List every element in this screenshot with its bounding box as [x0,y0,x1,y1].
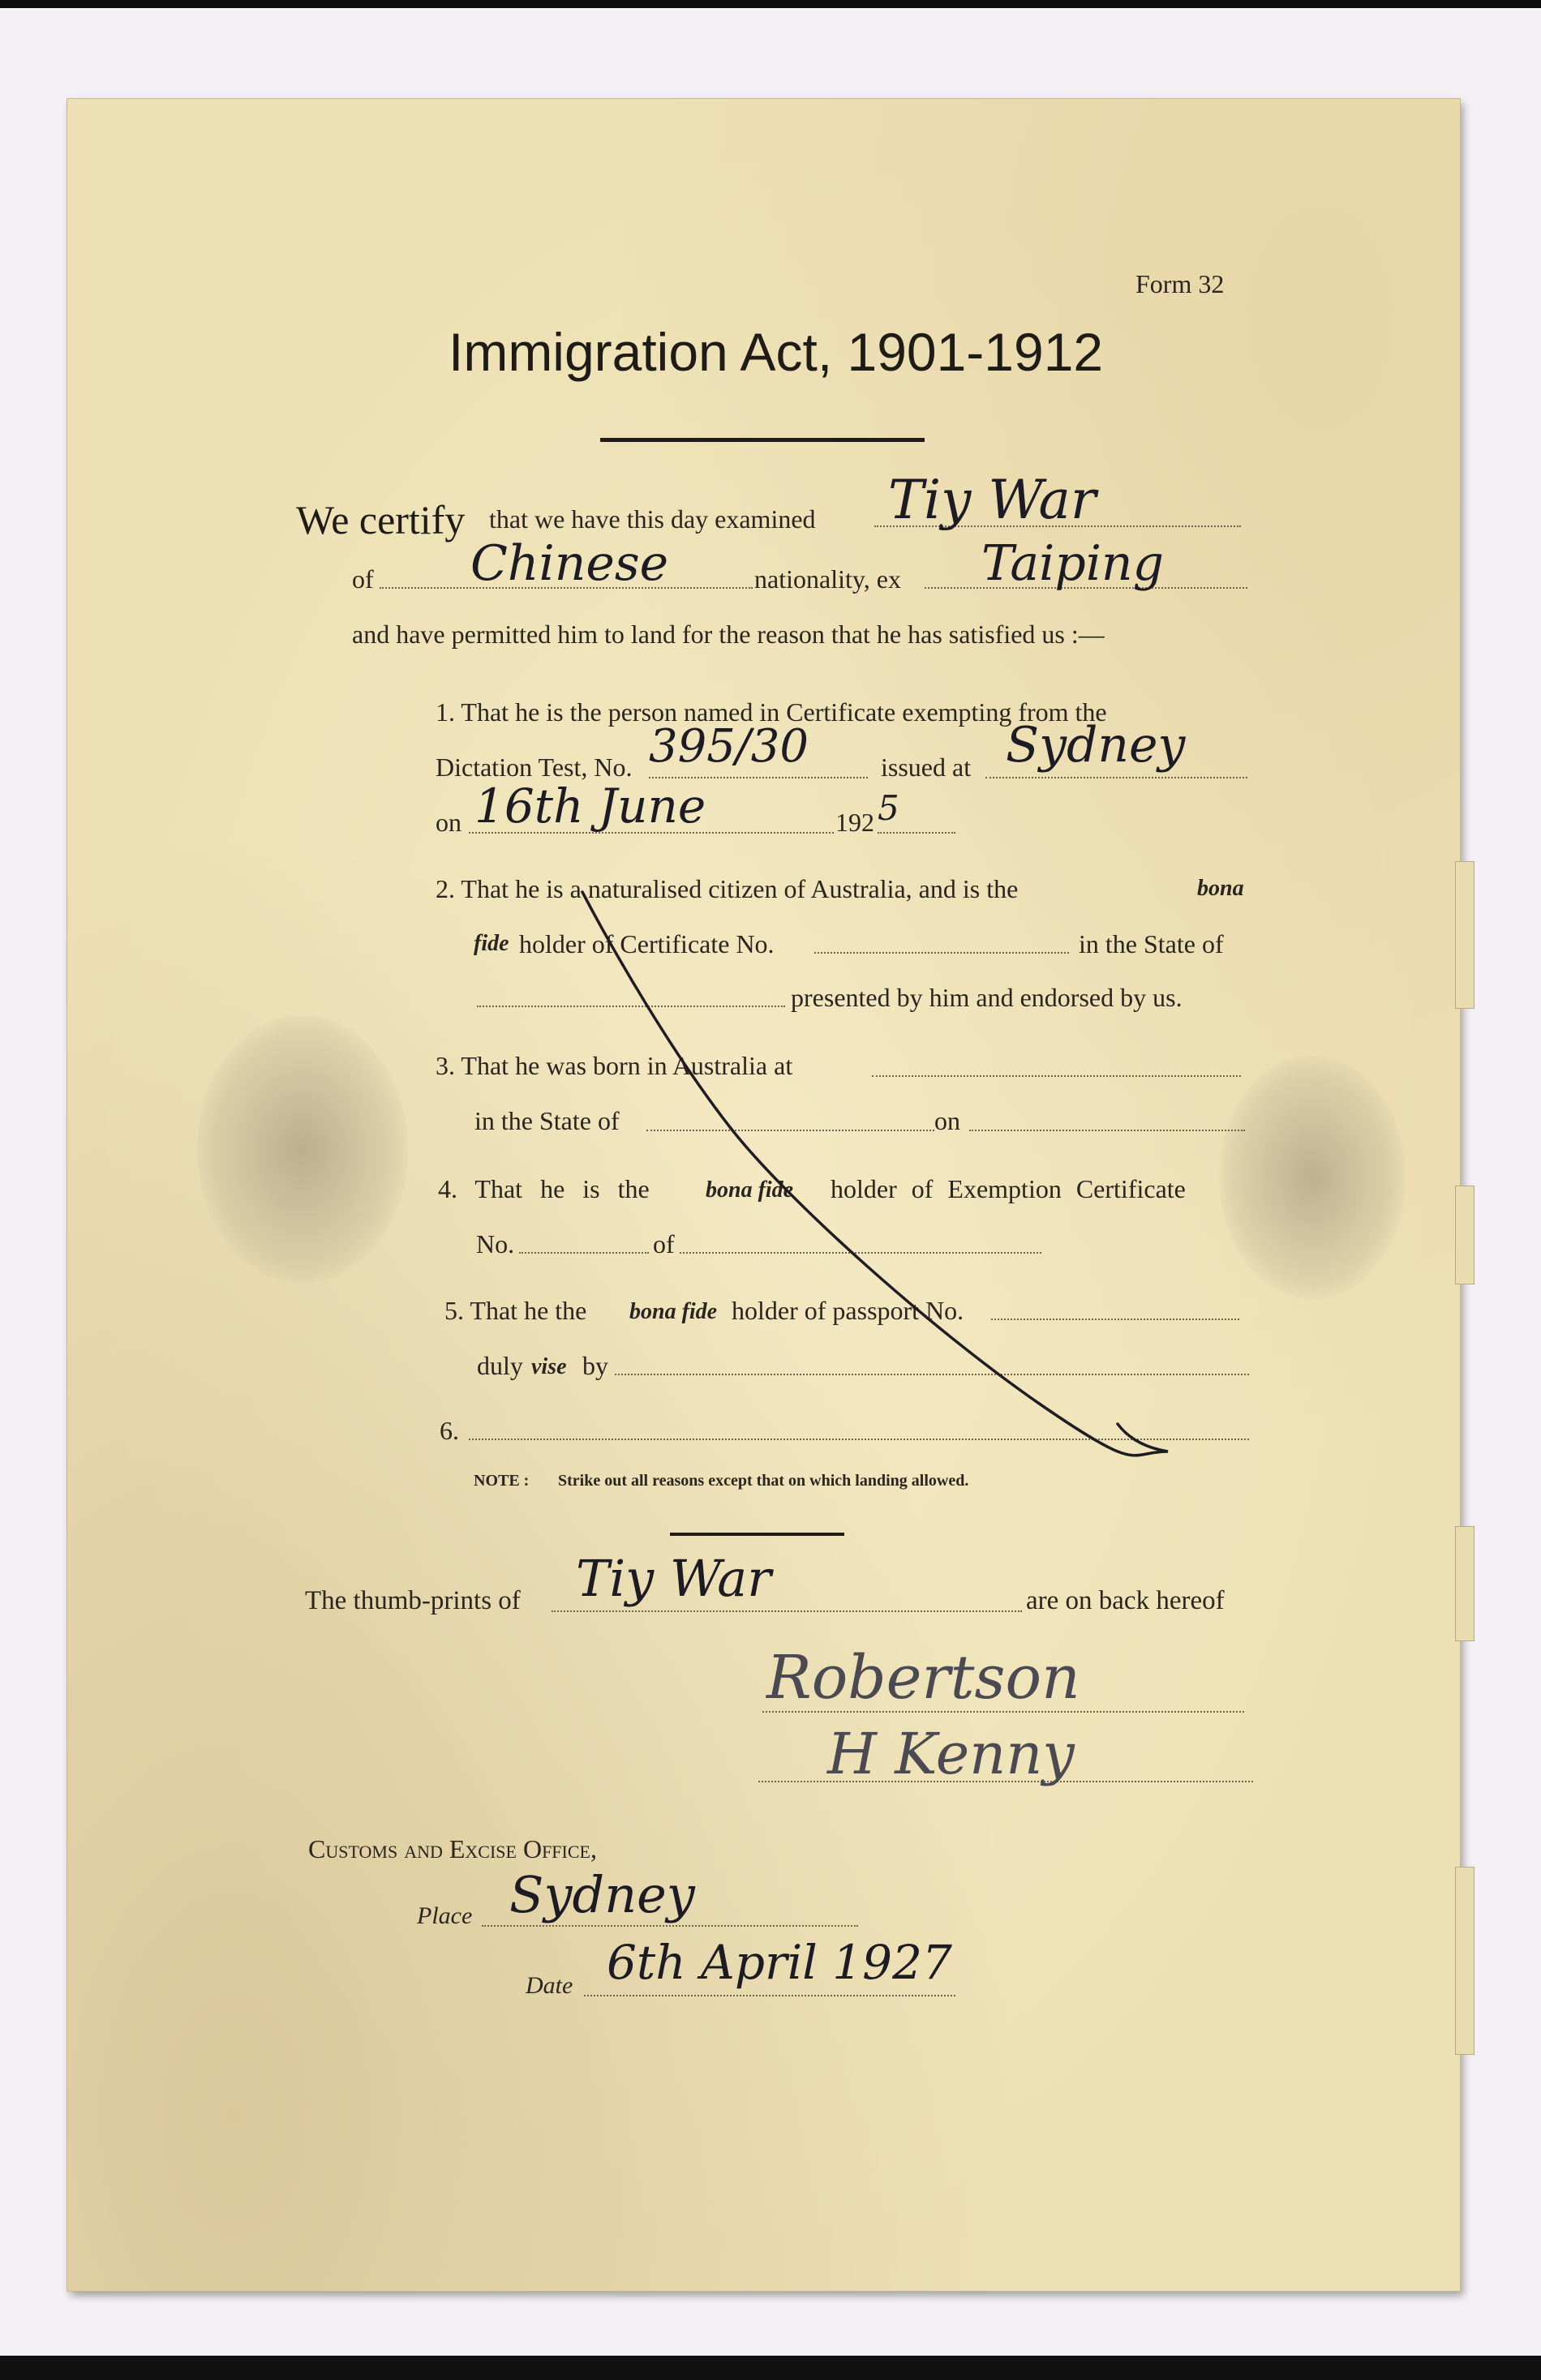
reason-2-cert-label: holder of Certificate No. [519,929,775,958]
permitted-text: and have permitted him to land for the reason that he has satisfied us :— [352,620,1105,649]
reason-2-presented: presented by him and endorsed by us. [791,983,1183,1012]
reason-3-state-label: in the State of [474,1106,620,1135]
reason-5-by: by [582,1351,608,1380]
date-label: Date [526,1972,573,1999]
reason-6-label: 6. [440,1416,459,1445]
of-label: of [352,564,374,594]
place-line [482,1925,858,1927]
note-label: NOTE : [474,1472,530,1490]
reason-4-line-a-end: holder of Exemption Certificate [831,1174,1186,1203]
office-heading: Customs and Excise Office, [308,1834,597,1863]
place-value: Sydney [509,1865,695,1924]
on-label: on [436,808,461,837]
year-prefix: 192 [835,808,874,837]
reason-5-vise: vise [531,1354,567,1379]
reason-5-line-a: 5. That he the [444,1296,587,1325]
signature-1: Robertson [766,1643,1080,1713]
issued-date: 16th June [474,778,706,834]
reason-2-bona: bona [1197,876,1244,901]
reason-1-label: Dictation Test, No. [436,753,633,782]
thumb-label: The thumb-prints of [305,1586,521,1615]
signature-2: H Kenny [827,1721,1075,1787]
office-date-line [584,1995,955,1996]
reason-3-line-a: 3. That he was born in Australia at [436,1051,793,1080]
office-date: 6th April 1927 [607,1935,952,1990]
place-label: Place [417,1902,473,1929]
bottom-frame-bar [0,2356,1541,2380]
nationality-label: nationality, ex [754,564,901,594]
ship-name: Taiping [981,535,1164,592]
thumb-name: Tiy War [576,1549,771,1608]
issued-place: Sydney [1006,717,1186,774]
issued-label: issued at [881,753,972,782]
form-number: Form 32 [1135,269,1225,298]
note-text: Strike out all reasons except that on which landing allowed. [558,1472,969,1490]
reason-5-duly: duly [477,1351,523,1380]
reason-4-of-label: of [653,1229,675,1259]
cert-number: 395/30 [649,720,809,773]
reason-3-on-label: on [934,1106,960,1135]
thumb-suffix: are on back hereof [1026,1586,1225,1615]
certify-lead: We certify [296,497,466,542]
reason-4-bona-fide: bona fide [706,1177,794,1203]
reason-5-bona-fide: bona fide [629,1299,718,1324]
certify-text: that we have this day examined [489,504,816,534]
year-digit: 5 [878,788,899,828]
thumb-line [552,1610,1022,1612]
examined-name: Tiy War [888,469,1097,531]
reason-2-state-label: in the State of [1079,929,1224,958]
reason-5-line-a-end: holder of passport No. [732,1296,964,1325]
page-title: Immigration Act, 1901-1912 [449,322,1104,382]
reason-4-no-label: No. [476,1229,515,1259]
note-rule [670,1533,844,1536]
reason-4-line-a: 4. That he is the [438,1174,650,1203]
nationality-value: Chinese [470,535,669,592]
reason-1-line-a: 1. That he is the person named in Certificate exempting from the [436,697,1107,727]
reason-2-line-a: 2. That he is a naturalised citizen of Australia, and is the [436,874,1019,903]
reason-2-fide: fide [474,931,509,956]
